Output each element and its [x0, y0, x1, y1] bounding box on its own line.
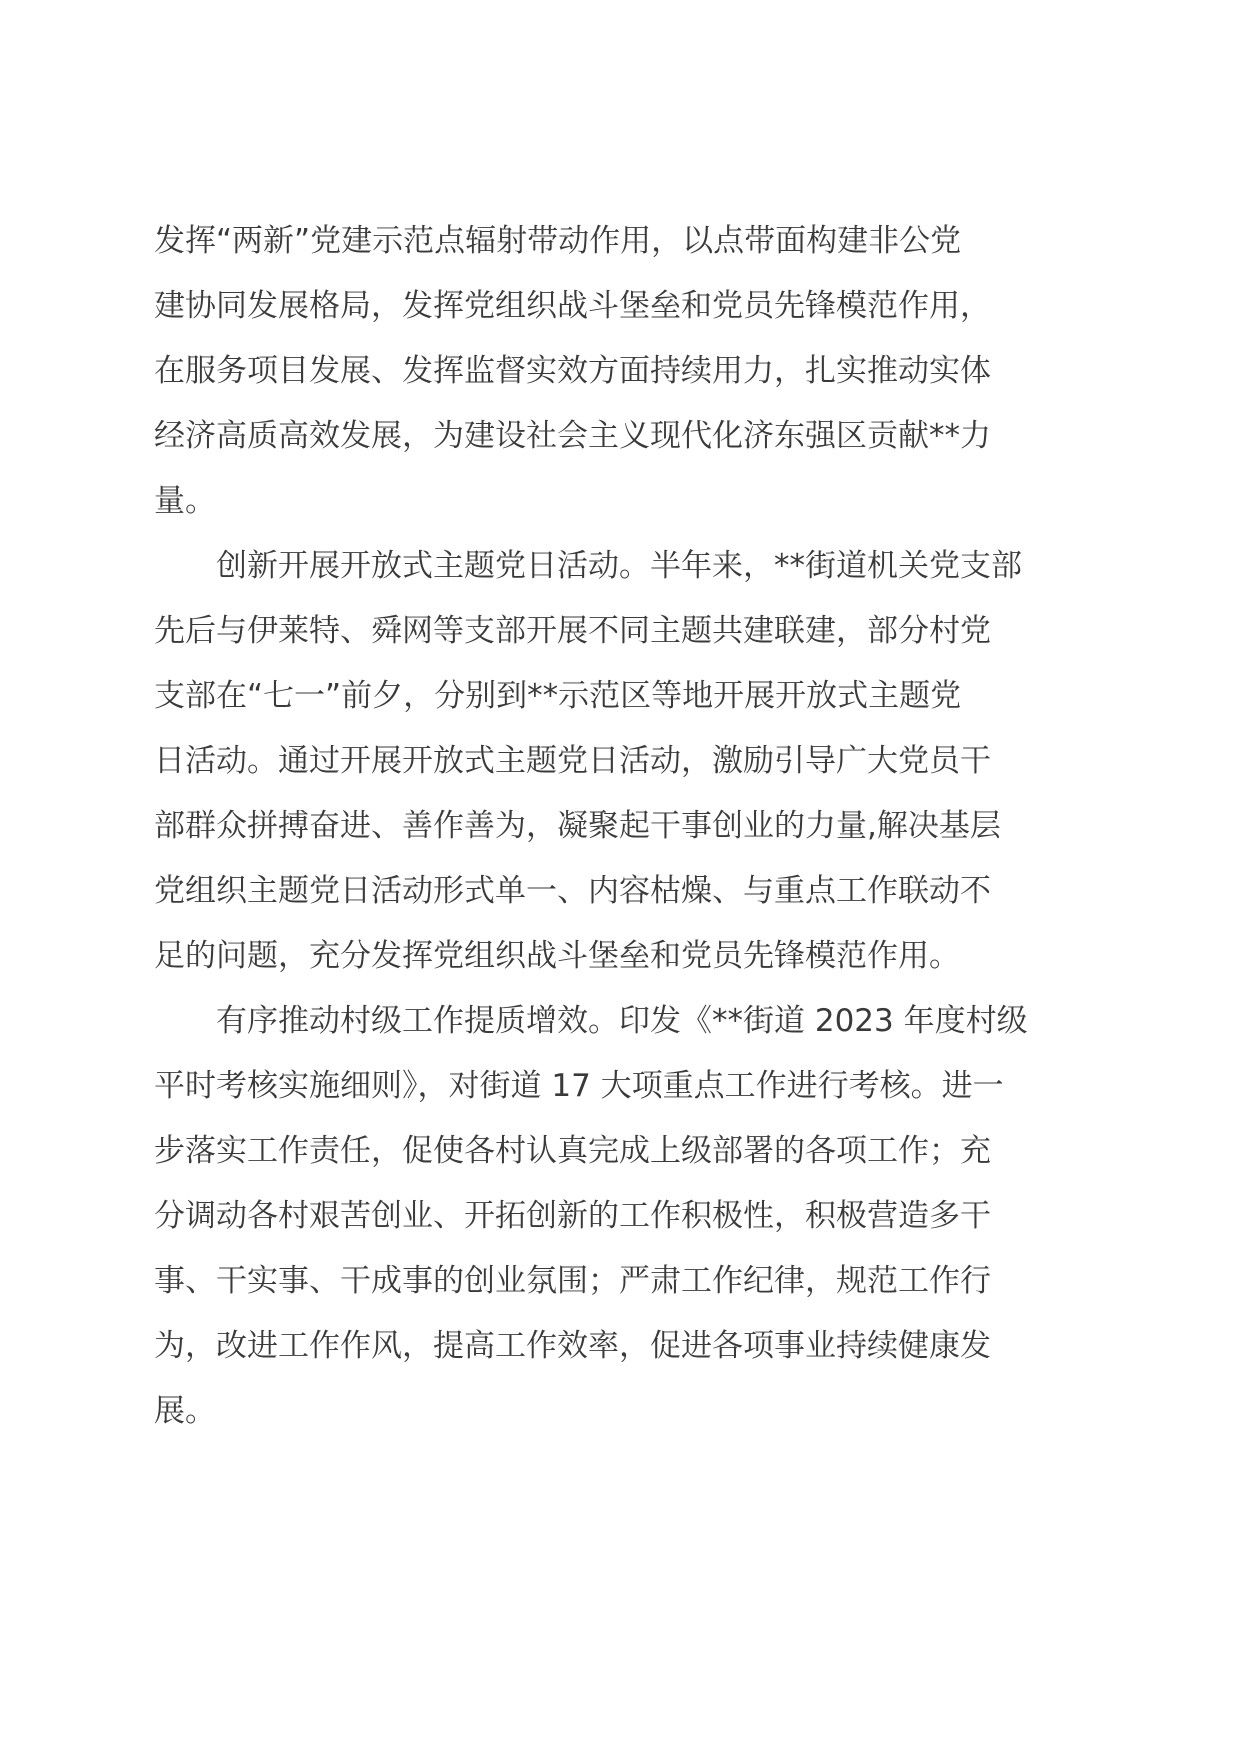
paragraph-3: [154, 989, 1084, 1444]
text-line: 在服务项目发展、发挥监督实效方面持续用力，扎实推动实体: [154, 353, 991, 389]
text-line: 事、干实事、干成事的创业氛围；严肃工作纪律，规范工作行: [154, 1263, 991, 1299]
document-body: [154, 209, 1084, 1444]
text-line: 分调动各村艰苦创业、开拓创新的工作积极性，积极营造多干: [154, 1198, 991, 1234]
text-line: 平时考核实施细则》，对街道 17 大项重点工作进行考核。进一: [154, 1068, 1004, 1104]
text-line: 党组织主题党日活动形式单一、内容枯燥、与重点工作联动不: [154, 873, 991, 909]
text-line: 日活动。通过开展开放式主题党日活动，激励引导广大党员干: [154, 743, 991, 779]
paragraph-1: [154, 209, 1084, 534]
text-line: 量。: [154, 483, 216, 519]
text-line: 发挥“两新”党建示范点辐射带动作用，以点带面构建非公党: [154, 223, 962, 259]
text-line: 部群众拼搏奋进、善作善为，凝聚起干事创业的力量,解决基层: [154, 808, 1001, 844]
text-line: 为，改进工作作风，提高工作效率，促进各项事业持续健康发: [154, 1328, 991, 1364]
text-line: 经济高质高效发展，为建设社会主义现代化济东强区贡献**力: [154, 418, 991, 454]
text-line: 建协同发展格局，发挥党组织战斗堡垒和党员先锋模范作用，: [154, 288, 991, 324]
paragraph-2: [154, 534, 1084, 989]
text-line: 先后与伊莱特、舜网等支部开展不同主题共建联建，部分村党: [154, 613, 991, 649]
text-line: 支部在“七一”前夕，分别到**示范区等地开展开放式主题党: [154, 678, 962, 714]
text-line: 创新开展开放式主题党日活动。半年来，**街道机关党支部: [154, 548, 1022, 584]
text-line: 展。: [154, 1393, 216, 1429]
text-line: 足的问题，充分发挥党组织战斗堡垒和党员先锋模范作用。: [154, 938, 960, 974]
text-line: 步落实工作责任，促使各村认真完成上级部署的各项工作；充: [154, 1133, 991, 1169]
text-line: 有序推动村级工作提质增效。印发《**街道 2023 年度村级: [154, 1003, 1028, 1039]
